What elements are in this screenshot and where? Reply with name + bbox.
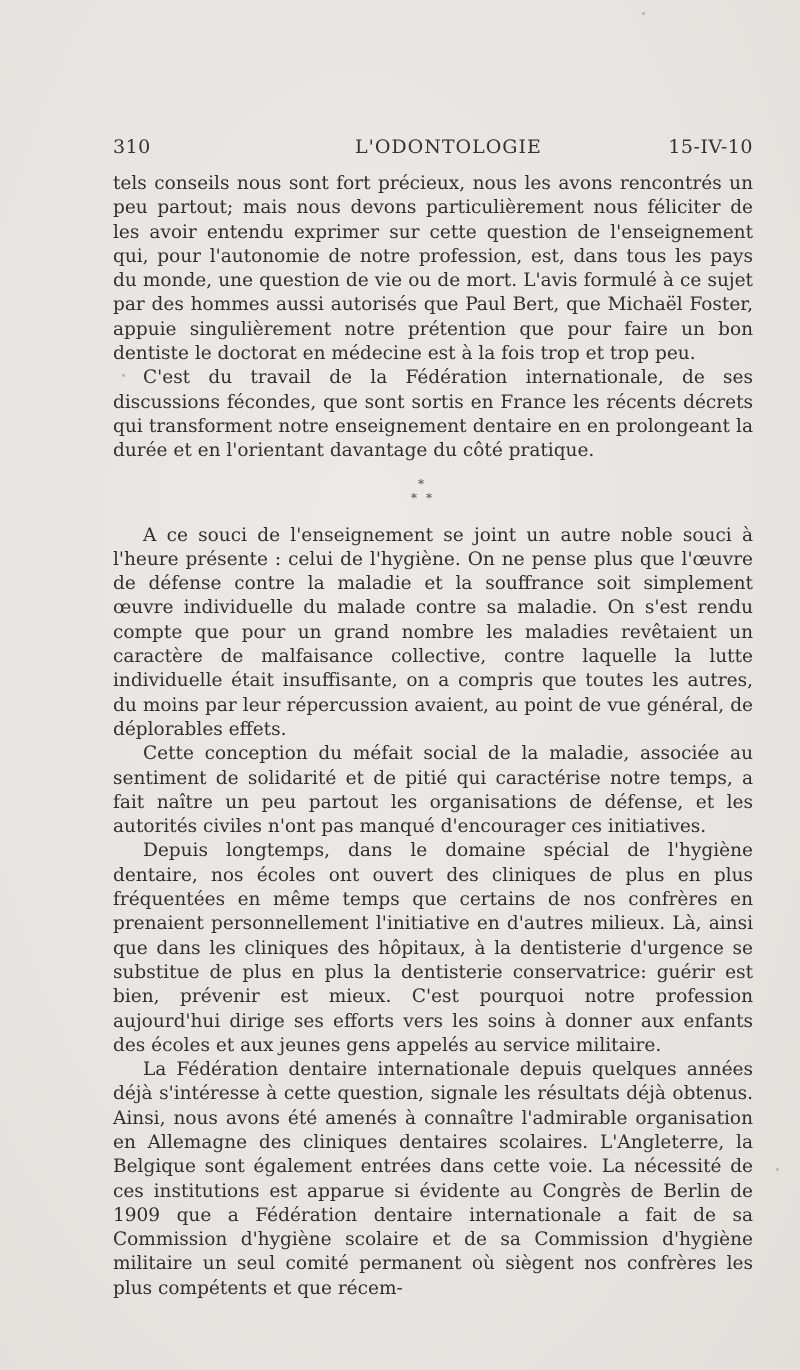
paragraph: Cette conception du méfait social de la maladie, associée au sentiment de solidarité et de pitié qui caractérise notre temps, a fait naître un peu partout les organisations de défense, et les autorités civiles n'ont pas manqué d'encourager ces initiatives. [113,743,753,838]
paragraph: La Fédération dentaire internationale depuis quelques années déjà s'intéresse à cette question, signale les résultats déjà obtenus. Ainsi, nous avons été amenés à connaître l'admirable organisation en Allemagne des cliniques dentaires scolaires. L'Angleterre, la Belgique sont également entrées dans cette voie. La nécessité de ces institutions est apparue si évidente au Congrès de Berlin de 1909 que a Fédération dentaire internationale a fait de sa Commission d'hygiène scolaire et de sa Commission d'hygiène militaire un seul comité permanent où siègent nos confrères les plus compétents et que récem- [113,1059,753,1299]
paragraph: tels conseils nous sont fort précieux, nous les avons rencontrés un peu partout; mais nous devons particulièrement nous féliciter de les avoir entendu exprimer sur cette question de l'enseignement qui, pour l'autonomie de notre profession, est, dans tous les pays du monde, une question de vie ou de mort. L'avis formulé à ce sujet par des hommes aussi autorisés que Paul Bert, que Michaël Foster, appuie singulièrement notre prétention que pour faire un bon dentiste le doctorat en médecine est à la fois trop et trop peu. [113,173,753,365]
separator-star: * [411,490,417,505]
section-separator [113,464,753,524]
paragraph: C'est du travail de la Fédération internationale, de ses discussions fécondes, que sont sortis en France les récents décrets qui transforment notre enseignement dentaire en en prolongeant la durée et en l'orientant davantage du côté pratique. [113,367,753,462]
journal-title: L'ODONTOLOGIE [355,136,542,158]
separator-star: * [418,476,424,491]
issue-date: 15-IV-10 [668,136,753,158]
page-number: 310 [113,136,151,158]
page-speck [776,1168,779,1171]
body-text [113,172,753,1301]
running-header [113,136,753,166]
page-speck [642,12,645,15]
paragraph: A ce souci de l'enseignement se joint un autre noble souci à l'heure présente : celui de l'hygiène. On ne pense plus que l'œuvre de défense contre la maladie et la souffrance soit simplement œuvre individuelle du malade contre sa maladie. On s'est rendu compte que pour un grand nombre les maladies revêtaient un caractère de malfaisance collective, contre laquelle la lutte individuelle était insuffisante, on a compris que toutes les autres, du moins par leur répercussion avaient, au point de vue général, de déplorables effets. [113,524,753,740]
separator-star: * [426,490,432,505]
paragraph: Depuis longtemps, dans le domaine spécial de l'hygiène dentaire, nos écoles ont ouvert des cliniques de plus en plus fréquentées en même temps que certains de nos confrères en prenaient personnellement l'initiative en d'autres milieux. Là, ainsi que dans les cliniques des hôpitaux, à la dentisterie d'urgence se substitue de plus en plus la dentisterie conservatrice: guérir est bien, prévenir est mieux. C'est pourquoi notre profession aujourd'hui dirige ses efforts vers les soins à donner aux enfants des écoles et aux jeunes gens appelés au service militaire. [113,840,753,1056]
